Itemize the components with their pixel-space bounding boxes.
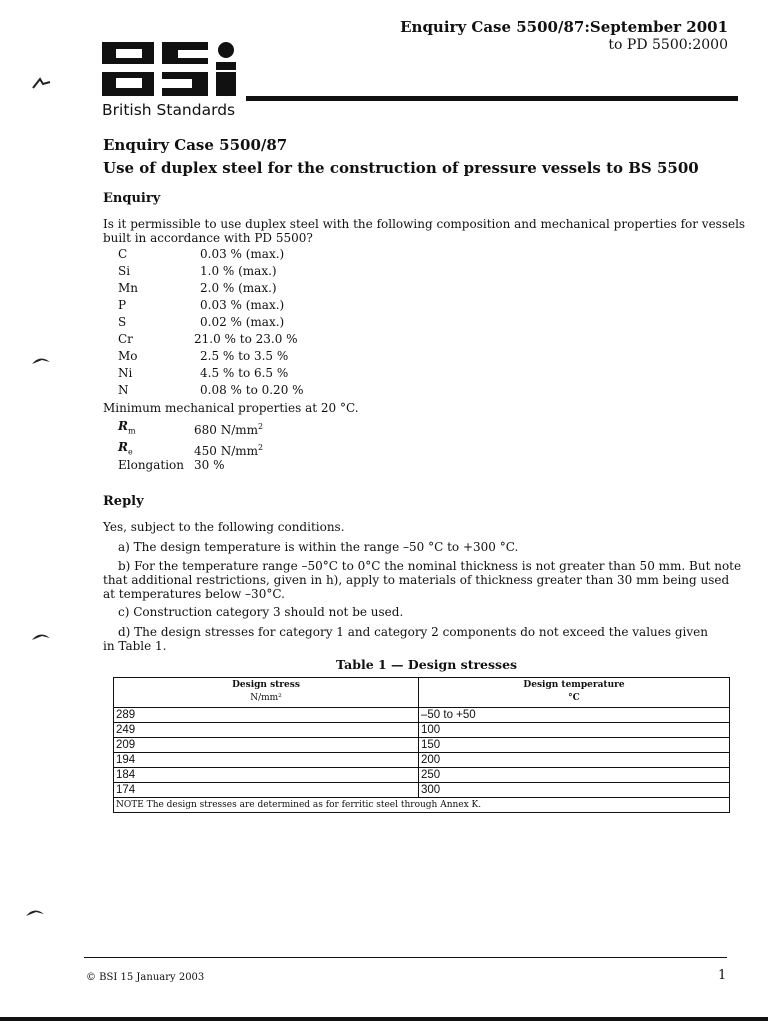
temperature-cell: 100	[419, 723, 730, 738]
temperature-cell: –50 to +50	[419, 708, 730, 723]
bsi-logo	[102, 42, 242, 98]
element-value: 0.03 % (max.)	[200, 247, 285, 261]
copyright: © BSI 15 January 2003	[86, 972, 205, 983]
enquiry-question-line1: Is it permissible to use duplex steel with the following composition and mechanical properties for vessels	[103, 217, 746, 231]
temperature-cell: 150	[419, 738, 730, 753]
scan-mark-icon	[30, 352, 52, 366]
element-symbol: Mn	[118, 281, 139, 295]
bottom-bar	[0, 1017, 768, 1021]
element-symbol: Mo	[118, 349, 138, 363]
column-header-temperature: Design temperature °C	[419, 678, 730, 708]
table-row	[114, 753, 730, 768]
mechanical-properties-heading: Minimum mechanical properties at 20 °C.	[103, 401, 359, 415]
scan-mark-icon	[30, 628, 52, 642]
element-symbol: N	[118, 383, 129, 397]
temperature-cell: 300	[419, 783, 730, 798]
temperature-cell: 250	[419, 768, 730, 783]
page-subtitle: Use of duplex steel for the construction of pressure vessels to BS 5500	[103, 159, 699, 177]
property-value: 450 $N/mm^2$	[194, 443, 264, 458]
table-row	[114, 738, 730, 753]
column-header-stress: Design stress N/mm²	[114, 678, 419, 708]
element-symbol: Cr	[118, 332, 133, 346]
stress-cell: 184	[114, 768, 419, 783]
element-symbol: P	[118, 298, 127, 312]
page-title: Enquiry Case 5500/87	[103, 136, 288, 154]
elongation-label: Elongation	[118, 458, 184, 472]
footer-rule	[84, 957, 727, 958]
condition-b-line1: b) For the temperature range –50°C to 0°C the nominal thickness is not greater than 50 mm. But note	[118, 559, 742, 573]
property-symbol: $R_e$	[118, 440, 133, 457]
element-symbol: S	[118, 315, 127, 329]
stress-cell: 249	[114, 723, 419, 738]
table-header-row	[114, 678, 730, 708]
condition-b-line3: at temperatures below –30°C.	[103, 587, 285, 601]
reply-intro: Yes, subject to the following conditions.	[103, 520, 345, 534]
header-rule	[246, 96, 738, 101]
scan-mark-icon	[30, 76, 52, 90]
design-stress-table	[113, 677, 730, 813]
property-symbol: $R_m$	[118, 419, 136, 436]
table-note: NOTE The design stresses are determined as for ferritic steel through Annex K.	[114, 798, 730, 813]
element-value: 4.5 % to 6.5 %	[200, 366, 289, 380]
element-value: 0.08 % to 0.20 %	[200, 383, 304, 397]
stress-cell: 209	[114, 738, 419, 753]
element-symbol: Si	[118, 264, 131, 278]
condition-d-line2: in Table 1.	[103, 639, 167, 653]
table-row	[114, 768, 730, 783]
elongation-value: 30 %	[194, 458, 225, 472]
scan-mark-icon	[24, 904, 46, 918]
condition-d-line1: d) The design stresses for category 1 and category 2 components do not exceed the values given	[118, 625, 708, 639]
table-row	[114, 783, 730, 798]
element-symbol: C	[118, 247, 128, 261]
table-row	[114, 723, 730, 738]
enquiry-question-line2: built in accordance with PD 5500?	[103, 231, 313, 245]
condition-c: c) Construction category 3 should not be used.	[118, 605, 404, 619]
reply-heading: Reply	[103, 494, 144, 509]
table-row	[114, 708, 730, 723]
element-value: 2.0 % (max.)	[200, 281, 277, 295]
stress-cell: 174	[114, 783, 419, 798]
element-value: 0.02 % (max.)	[200, 315, 285, 329]
enquiry-heading: Enquiry	[103, 191, 161, 206]
element-value: 1.0 % (max.)	[200, 264, 277, 278]
document-standard: to PD 5500:2000	[608, 37, 728, 53]
document-reference: Enquiry Case 5500/87:September 2001	[400, 18, 728, 36]
property-value: 680 $N/mm^2$	[194, 422, 264, 437]
page-number: 1	[718, 968, 727, 983]
temperature-cell: 200	[419, 753, 730, 768]
condition-b-line2: that additional restrictions, given in h), apply to materials of thickness greater than 30 mm being used	[103, 573, 730, 587]
stress-cell: 194	[114, 753, 419, 768]
element-symbol: Ni	[118, 366, 133, 380]
table-note-row	[114, 798, 730, 813]
element-value: 0.03 % (max.)	[200, 298, 285, 312]
condition-a: a) The design temperature is within the range –50 °C to +300 °C.	[118, 540, 519, 554]
stress-cell: 289	[114, 708, 419, 723]
table-caption: Table 1 — Design stresses	[336, 657, 518, 672]
element-value: 21.0 % to 23.0 %	[194, 332, 298, 346]
bsi-wordmark: British Standards	[102, 101, 236, 119]
element-value: 2.5 % to 3.5 %	[200, 349, 289, 363]
